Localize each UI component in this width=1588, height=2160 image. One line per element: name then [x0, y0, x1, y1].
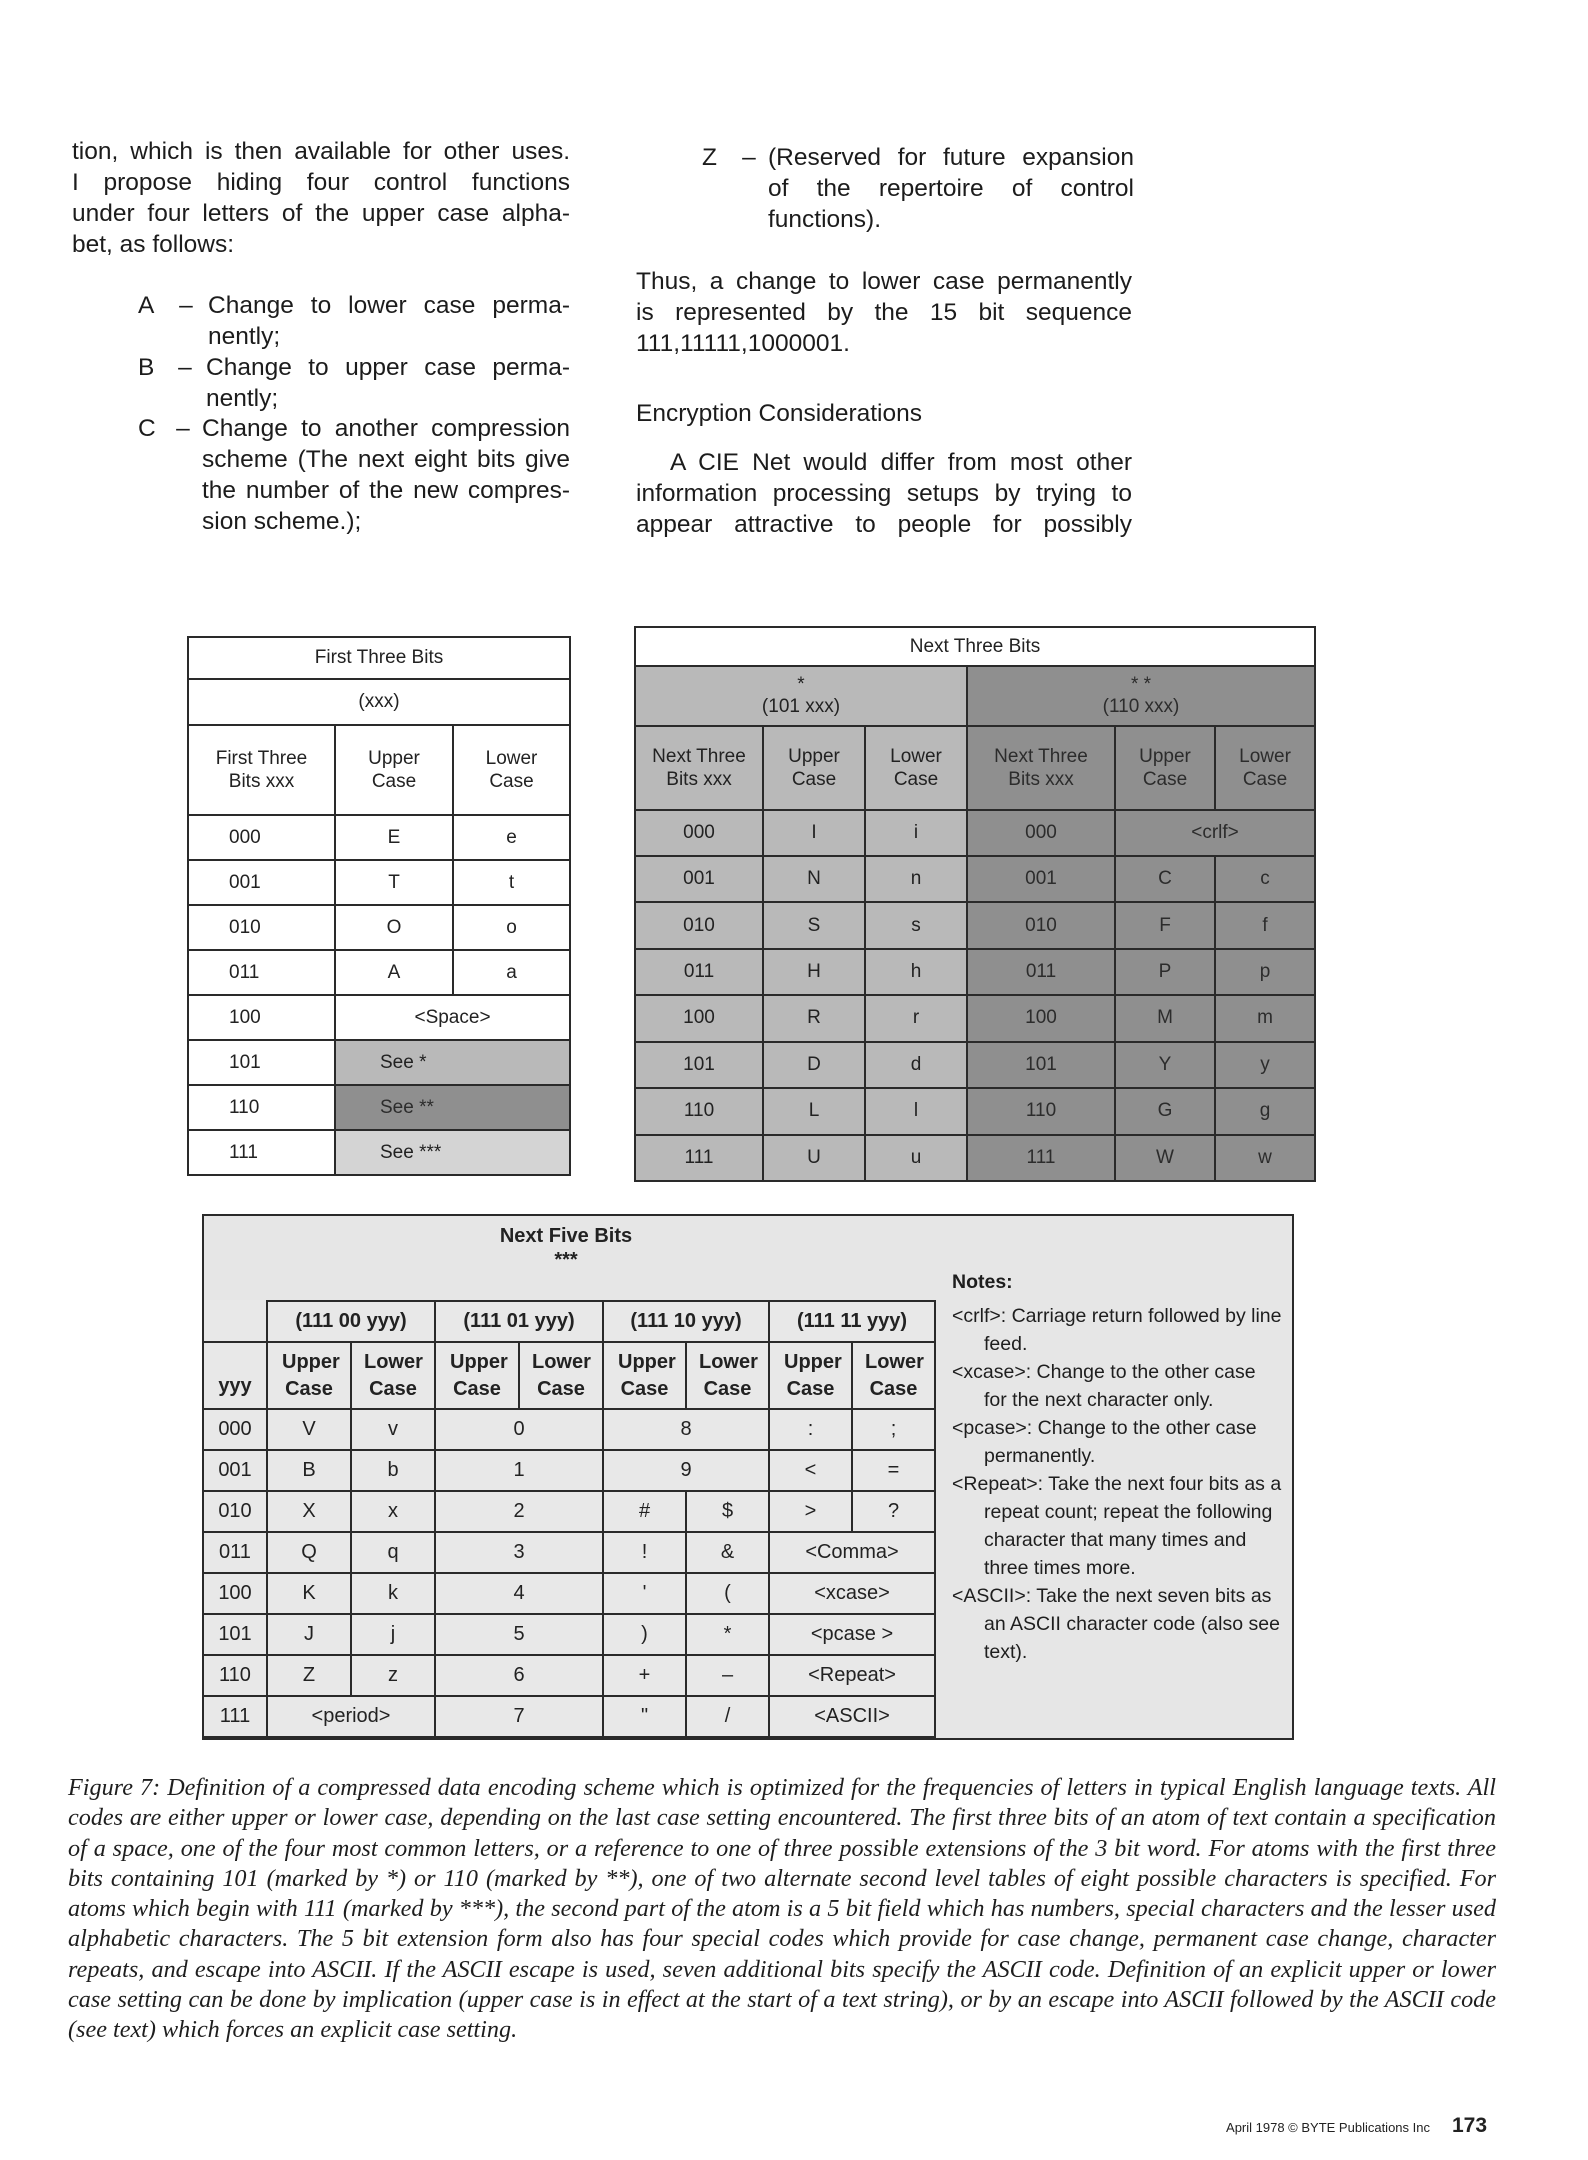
item-line: (Reserved for future expansion [768, 144, 1134, 171]
lower-cell: y [1215, 1042, 1315, 1088]
cell: q [351, 1532, 435, 1573]
row-code: 001 [204, 1450, 267, 1491]
group-label: (110 xxx) [1102, 696, 1180, 718]
column-header: Lower Case [453, 725, 570, 815]
group-mark: * * [1130, 674, 1152, 696]
upper-cell: E [335, 815, 453, 860]
cell: b [351, 1450, 435, 1491]
cell: ( [686, 1573, 769, 1614]
cell: ' [603, 1573, 686, 1614]
lower-cell: c [1215, 856, 1315, 902]
upper-cell: H [763, 949, 865, 995]
item-line: Change to upper case perma- [206, 354, 570, 381]
group-mark: * [797, 674, 805, 696]
next-five-bits-table [204, 1300, 936, 1738]
cell: – [686, 1655, 769, 1696]
cell: : [769, 1409, 852, 1450]
cell: < [769, 1450, 852, 1491]
cell: 1 [435, 1450, 603, 1491]
row-code: 001 [635, 856, 763, 902]
control-item-a [138, 290, 570, 352]
cell: x [351, 1491, 435, 1532]
cell: z [351, 1655, 435, 1696]
cell: <Comma> [769, 1532, 935, 1573]
section-heading: Encryption Considerations [636, 400, 922, 427]
cell: ? [852, 1491, 935, 1532]
next-three-bits-table [634, 626, 1316, 1182]
crlf-cell: <crlf> [1115, 810, 1315, 856]
para-line: Thus, a change to lower case permanently [636, 268, 1132, 295]
cell: <Repeat> [769, 1655, 935, 1696]
row-code: 110 [204, 1655, 267, 1696]
row-code: 011 [188, 950, 335, 995]
row-code: 100 [204, 1573, 267, 1614]
row-code: 110 [188, 1085, 335, 1130]
cell: <period> [267, 1696, 435, 1737]
row-code: 111 [967, 1135, 1115, 1181]
cell: k [351, 1573, 435, 1614]
cell: ) [603, 1614, 686, 1655]
lower-cell: d [865, 1042, 967, 1088]
cell: 6 [435, 1655, 603, 1696]
control-item-c [138, 413, 570, 537]
control-item-z [702, 142, 1134, 235]
row-code: 100 [188, 995, 335, 1040]
first-three-bits-table [187, 636, 571, 1176]
column-header: Upper Case [435, 1342, 519, 1410]
row-code: 001 [967, 856, 1115, 902]
group-header-101 [635, 666, 967, 726]
note-item: <pcase>: Change to the other case permanently. [952, 1417, 1257, 1467]
cell: 8 [603, 1409, 769, 1450]
column-header: Next Three Bits xxx [967, 726, 1115, 810]
item-line: sion scheme.); [202, 508, 362, 535]
lower-cell: u [865, 1135, 967, 1181]
column-header: Lower Case [852, 1342, 935, 1410]
row-code: 101 [967, 1042, 1115, 1088]
item-line: scheme (The next eight bits give [202, 446, 570, 473]
upper-cell: S [763, 902, 865, 948]
upper-cell: W [1115, 1135, 1215, 1181]
cell: = [852, 1450, 935, 1491]
group-label: (101 xxx) [761, 696, 841, 718]
cell: & [686, 1532, 769, 1573]
row-code: 011 [635, 949, 763, 995]
lower-cell: h [865, 949, 967, 995]
row-code: 110 [967, 1088, 1115, 1134]
column-header: Upper Case [763, 726, 865, 810]
para-line: is represented by the 15 bit sequence [636, 299, 1132, 326]
row-code: 010 [635, 902, 763, 948]
column-header: Upper Case [603, 1342, 686, 1410]
item-letter: Z [702, 144, 717, 171]
cell: ; [852, 1409, 935, 1450]
upper-cell: U [763, 1135, 865, 1181]
lower-cell: r [865, 995, 967, 1041]
row-code: 111 [204, 1696, 267, 1737]
intro-line: under four letters of the upper case alpha- [72, 200, 570, 227]
row-code: 100 [967, 995, 1115, 1041]
note-item: <ASCII>: Take the next seven bits as an ASCII character code (also see text). [952, 1585, 1280, 1663]
upper-cell: N [763, 856, 865, 902]
cell: 2 [435, 1491, 603, 1532]
row-code: 101 [188, 1040, 335, 1085]
lower-cell: g [1215, 1088, 1315, 1134]
cell: " [603, 1696, 686, 1737]
note-item: <xcase>: Change to the other case for the next character only. [952, 1361, 1256, 1411]
upper-cell: D [763, 1042, 865, 1088]
lower-cell: o [453, 905, 570, 950]
upper-cell: F [1115, 902, 1215, 948]
row-code: 001 [188, 860, 335, 905]
cell: 7 [435, 1696, 603, 1737]
table-subtitle: (xxx) [188, 679, 570, 725]
item-line: the number of the new compres- [202, 477, 570, 504]
item-dash: – [179, 292, 193, 319]
upper-cell: T [335, 860, 453, 905]
upper-cell: P [1115, 949, 1215, 995]
figure-caption: Figure 7: Definition of a compressed data encoding scheme which is optimized for the frequencies of letters in typical English language texts. All codes are either upper or lower case, depending on the last case setting encountered. The first three bits of an atom of text contain a specification of a space, one of the four most common letters, or a reference to one of three possible extensions of the 3 bit word. For atoms with the first three bits containing 101 (marked by *) or 110 (marked by **), one of two alternate second level tables of eight possible characters is specified. For atoms which begin with 111 (marked by ***), the second part of the atom is a 5 bit field which has numbers, special characters and the lesser used alphabetic characters. The 5 bit extension form also has four special codes which provide for case change, permanent case change, character repeats, and escape into ASCII. If the ASCII escape is used, seven additional bits specify the ASCII code. Definition of an explicit upper or lower case setting can be done by implication (upper case is in effect at the start of a text string), or by an escape into ASCII followed by the ASCII code (see text) which forces an explicit case setting. [68, 1774, 1496, 2044]
group-header-110 [967, 666, 1315, 726]
cell: 3 [435, 1532, 603, 1573]
para-line: information processing setups by trying to [636, 480, 1132, 507]
para-line: A CIE Net would differ from most other [670, 449, 1132, 476]
row-code: 101 [635, 1042, 763, 1088]
para-line: 111,11111,1000001. [636, 330, 850, 357]
upper-cell: C [1115, 856, 1215, 902]
upper-cell: L [763, 1088, 865, 1134]
cell: Q [267, 1532, 351, 1573]
cell: / [686, 1696, 769, 1737]
row-code: 010 [204, 1491, 267, 1532]
title-text: Next Five Bits [499, 1225, 633, 1247]
group-header: (111 10 yyy) [603, 1301, 769, 1342]
cell: X [267, 1491, 351, 1532]
row-code: 000 [967, 810, 1115, 856]
cell: # [603, 1491, 686, 1532]
table-title: Next Three Bits [635, 627, 1315, 666]
cell: B [267, 1450, 351, 1491]
row-code: 111 [188, 1130, 335, 1175]
item-dash: – [178, 354, 192, 381]
para-line: appear attractive to people for possibly [636, 511, 1132, 538]
cell: j [351, 1614, 435, 1655]
cell: * [686, 1614, 769, 1655]
item-line: Change to lower case perma- [208, 292, 570, 319]
title-mark: *** [554, 1249, 578, 1271]
upper-cell: M [1115, 995, 1215, 1041]
lower-cell: l [865, 1088, 967, 1134]
column-header: First Three Bits xxx [188, 725, 335, 815]
column-header: Lower Case [686, 1342, 769, 1410]
group-header: (111 11 yyy) [769, 1301, 935, 1342]
column-header: Upper Case [769, 1342, 852, 1410]
column-header: Lower Case [519, 1342, 603, 1410]
see-ref-cell: See *** [335, 1130, 570, 1175]
row-code: 000 [188, 815, 335, 860]
notes-block [952, 1268, 1282, 1666]
item-letter: B [138, 354, 155, 381]
cell: K [267, 1573, 351, 1614]
item-line: functions). [768, 206, 882, 233]
row-code: 110 [635, 1088, 763, 1134]
cell: 9 [603, 1450, 769, 1491]
lower-cell: i [865, 810, 967, 856]
cell: Z [267, 1655, 351, 1696]
cell: V [267, 1409, 351, 1450]
panel-title [204, 1224, 928, 1272]
column-header: Lower Case [1215, 726, 1315, 810]
item-dash: – [176, 415, 190, 442]
left-column [72, 136, 570, 260]
cell: <pcase > [769, 1614, 935, 1655]
intro-line: tion, which is then available for other uses. [72, 138, 570, 165]
table-title: First Three Bits [188, 637, 570, 679]
column-header: Lower Case [351, 1342, 435, 1410]
lower-cell: m [1215, 995, 1315, 1041]
upper-cell: O [335, 905, 453, 950]
cell: $ [686, 1491, 769, 1532]
cell: ! [603, 1532, 686, 1573]
note-item: <Repeat>: Take the next four bits as a repeat count; repeat the following character that many times and three times more. [952, 1473, 1282, 1579]
item-line: nently; [206, 385, 279, 412]
column-header: Upper Case [267, 1342, 351, 1410]
lower-cell: w [1215, 1135, 1315, 1181]
lower-cell: p [1215, 949, 1315, 995]
item-letter: A [138, 292, 155, 319]
cell: 4 [435, 1573, 603, 1614]
notes-heading: Notes: [952, 1271, 1013, 1293]
cell: J [267, 1614, 351, 1655]
item-line: of the repertoire of control [768, 175, 1134, 202]
row-code: 010 [188, 905, 335, 950]
item-line: nently; [208, 323, 281, 350]
control-item-b [138, 352, 570, 414]
cell: + [603, 1655, 686, 1696]
space-cell: <Space> [335, 995, 570, 1040]
item-dash: – [742, 144, 756, 171]
row-code: 000 [635, 810, 763, 856]
lower-cell: n [865, 856, 967, 902]
lower-cell: f [1215, 902, 1315, 948]
row-code: 011 [204, 1532, 267, 1573]
cell: > [769, 1491, 852, 1532]
item-line: Change to another compression [202, 415, 570, 442]
row-code: 000 [204, 1409, 267, 1450]
page-number: 173 [1452, 2114, 1488, 2137]
cell: 5 [435, 1614, 603, 1655]
group-header: (111 01 yyy) [435, 1301, 603, 1342]
upper-cell: R [763, 995, 865, 1041]
see-ref-cell: See ** [335, 1085, 570, 1130]
upper-cell: A [335, 950, 453, 995]
upper-cell: I [763, 810, 865, 856]
row-code: 010 [967, 902, 1115, 948]
lower-cell: e [453, 815, 570, 860]
column-header: Next Three Bits xxx [635, 726, 763, 810]
paragraph-bit-sequence [636, 266, 1132, 359]
column-header: Upper Case [1115, 726, 1215, 810]
intro-line: I propose hiding four control functions [72, 169, 570, 196]
row-code: 111 [635, 1135, 763, 1181]
cell: 0 [435, 1409, 603, 1450]
upper-cell: Y [1115, 1042, 1215, 1088]
group-header: (111 00 yyy) [267, 1301, 435, 1342]
row-code: 011 [967, 949, 1115, 995]
item-letter: C [138, 415, 156, 442]
row-code: 101 [204, 1614, 267, 1655]
lower-cell: a [453, 950, 570, 995]
cell: v [351, 1409, 435, 1450]
paragraph-encryption [636, 447, 1132, 540]
lower-cell: s [865, 902, 967, 948]
cell: <ASCII> [769, 1696, 935, 1737]
intro-line: bet, as follows: [72, 231, 235, 258]
column-header: Upper Case [335, 725, 453, 815]
upper-cell: G [1115, 1088, 1215, 1134]
column-header: Lower Case [865, 726, 967, 810]
row-code: 100 [635, 995, 763, 1041]
yyy-header: yyy [204, 1342, 267, 1410]
see-ref-cell: See * [335, 1040, 570, 1085]
lower-cell: t [453, 860, 570, 905]
note-item: <crlf>: Carriage return followed by line feed. [952, 1305, 1282, 1355]
cell: <xcase> [769, 1573, 935, 1614]
footer-credit: April 1978 © BYTE Publications Inc [1226, 2120, 1430, 2135]
